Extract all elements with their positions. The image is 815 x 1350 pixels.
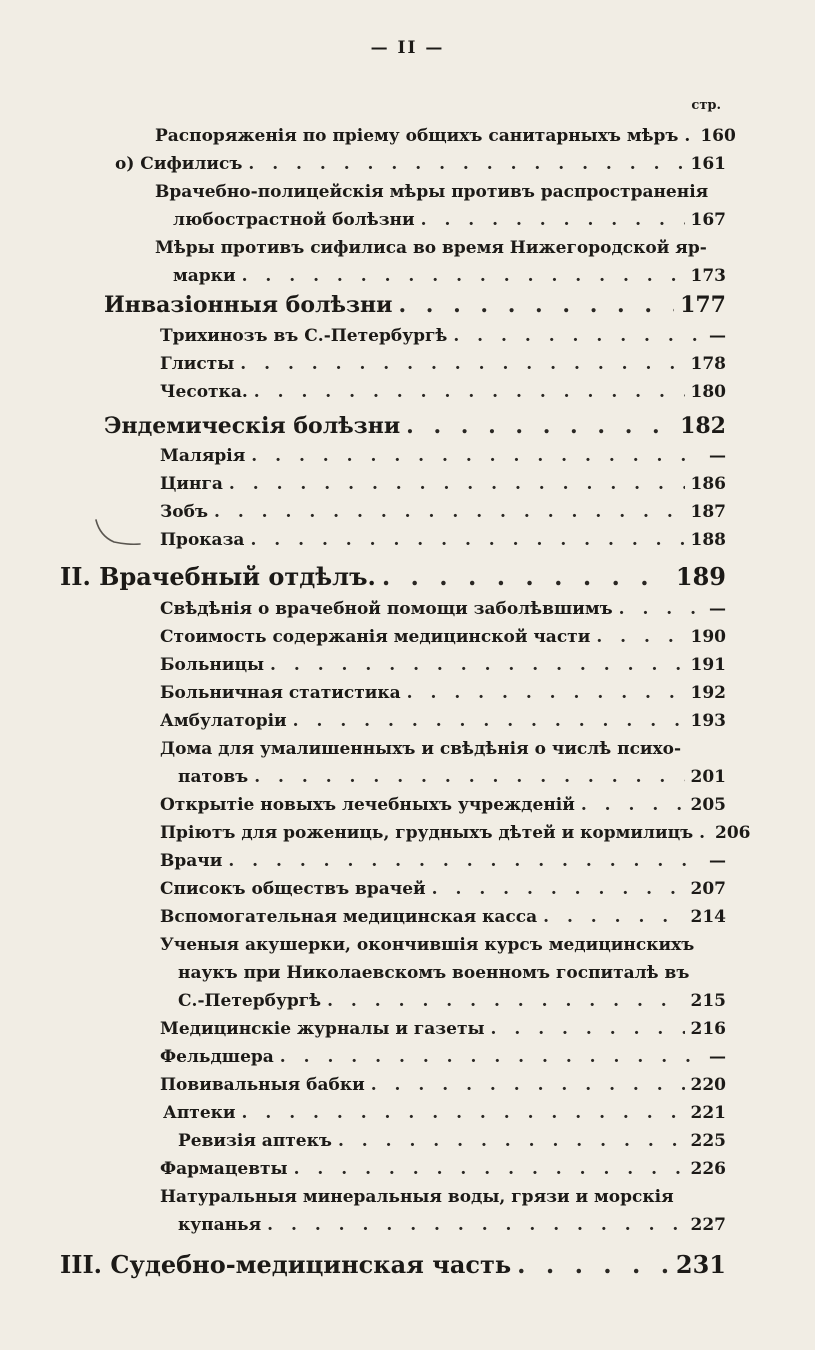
- toc-entry-first-line: Ученыя акушерки, окончившія курсъ медицинскихъ: [160, 935, 695, 955]
- toc-entry-title: Больничная статистика: [160, 683, 401, 703]
- dot-leader: [214, 502, 685, 522]
- toc-entry-title: Распоряженія по пріему общихъ санитарныхъ мѣръ .: [155, 126, 691, 146]
- toc-entry-page: 186: [690, 474, 726, 494]
- toc-entry: [160, 326, 726, 346]
- page-column-label: стр.: [691, 98, 721, 113]
- dot-leader: [327, 991, 684, 1011]
- toc-entry-title: Малярія: [160, 446, 246, 466]
- toc-entry-page: 207: [690, 879, 726, 899]
- toc-entry-first-line: Мѣры противъ сифилиса во время Нижегородской яр-: [155, 238, 707, 258]
- toc-entry-title: Проказа: [160, 530, 245, 550]
- toc-entry-first-line: Дома для умалишенныхъ и свѣдѣнія о числѣ психо-: [160, 739, 682, 759]
- toc-entry: [160, 1075, 726, 1095]
- toc-entry: [178, 767, 726, 787]
- toc-entry: [160, 627, 726, 647]
- toc-entry-title: Врачи: [160, 851, 223, 871]
- toc-entry-page: —: [709, 326, 726, 346]
- toc-entry-page: 190: [690, 627, 726, 647]
- toc-entry: [160, 1159, 726, 1179]
- toc-entry-page: 187: [690, 502, 726, 522]
- toc-entry-page: 220: [690, 1075, 726, 1095]
- toc-section-entry: [60, 1250, 726, 1279]
- toc-entry: [160, 851, 726, 871]
- toc-entry-title: Инвазіонныя болѣзни: [104, 292, 393, 318]
- toc-entry-title: Амбулаторіи: [160, 711, 287, 731]
- toc-entry-page: 215: [690, 991, 726, 1011]
- toc-entry-title: любострастной болѣзни: [173, 210, 415, 230]
- dot-leader: [242, 266, 685, 286]
- toc-entry-title: С.-Петербургѣ: [178, 991, 322, 1011]
- dot-leader: [228, 851, 703, 871]
- toc-entry-title: Больницы: [160, 655, 265, 675]
- toc-entry-page: 189: [675, 562, 726, 591]
- toc-section-entry: [60, 562, 726, 591]
- toc-entry: [160, 683, 726, 703]
- toc-entry-title: Пріютъ для рожениць, грудныхъ дѣтей и кормилицъ .: [160, 823, 706, 843]
- toc-entry: [163, 1103, 726, 1123]
- toc-entry-page: 201: [690, 767, 726, 787]
- dot-leader: [293, 711, 685, 731]
- toc-entry: [160, 502, 726, 522]
- toc-entry-page: 193: [690, 711, 726, 731]
- toc-entry: [178, 1215, 726, 1235]
- dot-leader: [407, 683, 685, 703]
- dot-leader: [398, 292, 674, 318]
- toc-entry: [173, 266, 726, 286]
- dot-leader: [254, 382, 685, 402]
- toc-entry-page: 178: [690, 354, 726, 374]
- toc-entry-page: —: [709, 599, 726, 619]
- toc-entry-page: 227: [690, 1215, 726, 1235]
- dot-leader: [280, 1047, 703, 1067]
- dot-leader: [248, 154, 684, 174]
- toc-entry: [115, 154, 726, 174]
- toc-entry-page: 160: [700, 126, 736, 146]
- toc-entry-page: 205: [690, 795, 726, 815]
- toc-entry: [160, 1019, 726, 1039]
- dot-leader: [371, 1075, 685, 1095]
- toc-entry-title: Фельдшера: [160, 1047, 274, 1067]
- toc-entry: [160, 879, 726, 899]
- toc-entry-page: 180: [690, 382, 726, 402]
- toc-entry: [160, 446, 726, 466]
- toc-entry: [104, 413, 726, 439]
- toc-entry-title: купанья: [178, 1215, 262, 1235]
- toc-entry-page: 221: [690, 1103, 726, 1123]
- dot-leader: [251, 446, 703, 466]
- toc-entry-title: Открытіе новыхъ лечебныхъ учрежденій: [160, 795, 575, 815]
- toc-entry-first-line: Натуральныя минеральныя воды, грязи и морскія: [160, 1187, 674, 1207]
- dot-leader: [543, 907, 684, 927]
- toc-entry-title: Свѣдѣнія о врачебной помощи заболѣвшимъ: [160, 599, 613, 619]
- dot-leader: [294, 1159, 685, 1179]
- toc-entry-second-line: наукъ при Николаевскомъ военномъ госпиталѣ въ: [178, 963, 690, 983]
- dot-leader: [421, 210, 685, 230]
- toc-entry-page: —: [709, 851, 726, 871]
- dot-leader: [517, 1250, 670, 1279]
- pencil-mark-icon: [94, 518, 142, 548]
- toc-entry: [160, 655, 726, 675]
- dot-leader: [250, 530, 684, 550]
- toc-entry: [160, 1047, 726, 1067]
- page-header: — II —: [370, 38, 445, 58]
- toc-entry-title: III. Судебно-медицинская часть: [60, 1250, 512, 1279]
- dot-leader: [453, 326, 703, 346]
- toc-entry: [178, 1131, 726, 1151]
- toc-entry-title: Эндемическія болѣзни: [104, 413, 401, 439]
- toc-entry: [160, 907, 726, 927]
- dot-leader: [254, 767, 684, 787]
- toc-entry-page: 161: [690, 154, 726, 174]
- toc-entry-page: 188: [690, 530, 726, 550]
- toc-entry-page: 214: [690, 907, 726, 927]
- toc-entry-page: —: [709, 1047, 726, 1067]
- toc-entry-page: 182: [680, 413, 726, 439]
- toc-entry-title: Стоимость содержанія медицинской части: [160, 627, 591, 647]
- toc-entry: [160, 599, 726, 619]
- toc-entry-title: Списокъ обществъ врачей: [160, 879, 426, 899]
- dot-leader: [491, 1019, 685, 1039]
- toc-entry-title: Глисты: [160, 354, 235, 374]
- dot-leader: [229, 474, 685, 494]
- dot-leader: [596, 627, 684, 647]
- toc-entry-page: 173: [690, 266, 726, 286]
- toc-entry-title: о) Сифилисъ: [115, 154, 243, 174]
- toc-entry: [160, 354, 726, 374]
- toc-entry-page: 226: [690, 1159, 726, 1179]
- dot-leader: [619, 599, 703, 619]
- toc-entry: [160, 474, 726, 494]
- toc-entry-page: 216: [690, 1019, 726, 1039]
- dot-leader: [432, 879, 685, 899]
- toc-entry-page: 191: [690, 655, 726, 675]
- toc-entry: [104, 292, 726, 318]
- toc-entry-page: 177: [680, 292, 726, 318]
- toc-entry-title: Цинга: [160, 474, 223, 494]
- toc-entry-title: Медицинскіе журналы и газеты: [160, 1019, 485, 1039]
- toc-entry-title: Ревизія аптекъ: [178, 1131, 332, 1151]
- toc-entry-title: Трихинозъ въ С.-Петербургѣ: [160, 326, 448, 346]
- toc-entry: [155, 126, 736, 146]
- dot-leader: [406, 413, 674, 439]
- toc-entry-title: II. Врачебный отдѣлъ.: [60, 562, 376, 591]
- toc-entry: [160, 795, 726, 815]
- toc-entry: [160, 711, 726, 731]
- toc-entry-title: Повивальныя бабки: [160, 1075, 365, 1095]
- dot-leader: [382, 562, 670, 591]
- toc-entry-first-line: Врачебно-полицейскія мѣры противъ распространенія: [155, 182, 709, 202]
- toc-entry-page: 225: [690, 1131, 726, 1151]
- toc-entry-title: Чесотка.: [160, 382, 248, 402]
- toc-entry-title: Вспомогательная медицинская касса: [160, 907, 538, 927]
- dot-leader: [267, 1215, 684, 1235]
- toc-entry-page: —: [709, 446, 726, 466]
- toc-entry: [173, 210, 726, 230]
- dot-leader: [240, 354, 684, 374]
- toc-entry-title: марки: [173, 266, 236, 286]
- toc-entry: [160, 823, 751, 843]
- toc-entry-title: Фармацевты: [160, 1159, 288, 1179]
- toc-entry: [160, 382, 726, 402]
- toc-entry-title: Зобъ: [160, 502, 208, 522]
- toc-entry-title: патовъ: [178, 767, 249, 787]
- toc-entry: [178, 991, 726, 1011]
- toc-entry: [160, 530, 726, 550]
- toc-entry-page: 167: [690, 210, 726, 230]
- dot-leader: [242, 1103, 685, 1123]
- dot-leader: [270, 655, 684, 675]
- dot-leader: [581, 795, 685, 815]
- dot-leader: [338, 1131, 685, 1151]
- toc-entry-title: Аптеки: [163, 1103, 236, 1123]
- toc-entry-page: 231: [675, 1250, 726, 1279]
- toc-entry-page: 206: [715, 823, 751, 843]
- toc-entry-page: 192: [690, 683, 726, 703]
